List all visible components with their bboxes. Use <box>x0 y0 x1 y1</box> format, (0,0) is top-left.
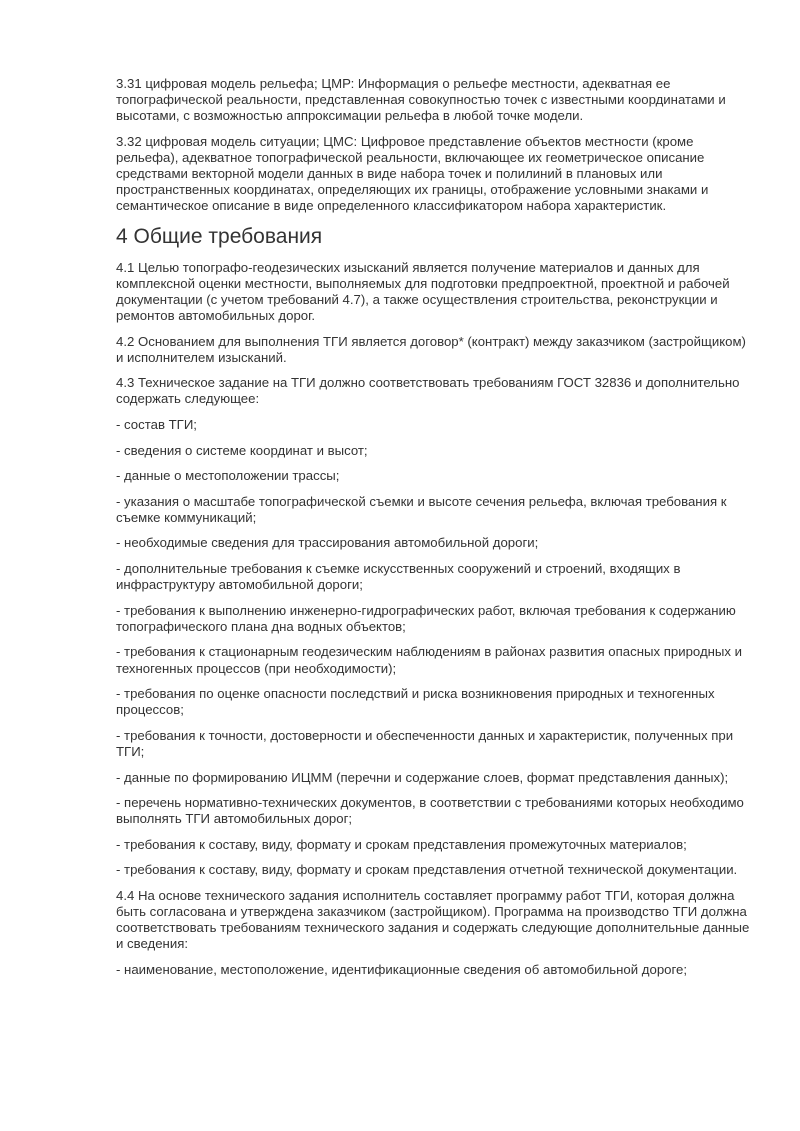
list-item: - дополнительные требования к съемке искусственных сооружений и строений, входящих в инфраструктуру автомобильной дороги; <box>116 561 681 593</box>
list-item: - требования к точности, достоверности и обеспеченности данных и характеристик, полученных при ТГИ; <box>116 727 734 759</box>
list-item: - данные о местоположении трассы; <box>116 468 340 484</box>
list-item: - состав ТГИ; <box>116 417 197 432</box>
program-list-4-4 <box>116 962 752 978</box>
list-item: - необходимые сведения для трассирования автомобильной дороги; <box>116 535 539 551</box>
paragraph-4-3: 4.3 Техническое задание на ТГИ должно соответствовать требованиям ГОСТ 32836 и дополнительно содержать следующее: <box>116 375 740 407</box>
list-item: - данные по формированию ИЦММ (перечни и содержание слоев, формат представления данных); <box>116 769 729 785</box>
definition-3-31: 3.31 цифровая модель рельефа; ЦМР: Информация о рельефе местности, адекватная ее топографической реальности, представленная совокупностью точек с известными координатами и высотами, с возможностью аппроксимации рельефа в любой точке модели. <box>116 76 726 124</box>
list-item: - наименование, местоположение, идентификационные сведения об автомобильной дороге; <box>116 961 688 977</box>
document-page <box>116 76 752 987</box>
list-item: - сведения о системе координат и высот; <box>116 442 368 458</box>
paragraph-4-4: 4.4 На основе технического задания исполнитель составляет программу работ ТГИ, которая должна быть согласована и утверждена заказчиком (застройщиком). Программа на производство ТГИ должна соответствовать требованиям технического задания и содержать следующие дополнительные данные и сведения: <box>116 887 750 952</box>
definition-3-32: 3.32 цифровая модель ситуации; ЦМС: Цифровое представление объектов местности (кроме рельефа), адекватное топографической реальности, включающее их геометрическое описание средствами векторной модели данных в виде набора точек и полилиний в плановых или пространственных координатах, определяющих их границы, отображение условными знаками и семантическое описание в виде определенного классификатором набора характеристик. <box>116 133 709 214</box>
requirements-list-4-3 <box>116 417 752 878</box>
list-item: - требования к стационарным геодезическим наблюдениям в районах развития опасных природных и техногенных процессов (при необходимости); <box>116 644 743 676</box>
section-heading: 4 Общие требования <box>116 224 323 248</box>
list-item: - требования по оценке опасности последствий и риска возникновения природных и техногенных процессов; <box>116 686 715 718</box>
list-item: - требования к составу, виду, формату и срокам представления промежуточных материалов; <box>116 836 687 852</box>
list-item: - указания о масштабе топографической съемки и высоте сечения рельефа, включая требования к съемке коммуникаций; <box>116 493 727 525</box>
list-item: - требования к составу, виду, формату и срокам представления отчетной технической документации. <box>116 862 738 878</box>
list-item: - требования к выполнению инженерно-гидрографических работ, включая требования к содержанию топографического плана дна водных объектов; <box>116 602 736 634</box>
list-item: - перечень нормативно-технических документов, в соответствии с требованиями которых необходимо выполнять ТГИ автомобильных дорог; <box>116 795 744 827</box>
paragraph-4-2: 4.2 Основанием для выполнения ТГИ является договор* (контракт) между заказчиком (застройщиком) и исполнителем изысканий. <box>116 333 746 365</box>
paragraph-4-1: 4.1 Целью топографо-геодезических изысканий является получение материалов и данных для комплексной оценки местности, выполняемых для подготовки предпроектной, проектной и рабочей документации (с учетом требований 4.7), а также осуществления строительства, реконструкции и ремонтов автомобильных дорог. <box>116 259 730 324</box>
